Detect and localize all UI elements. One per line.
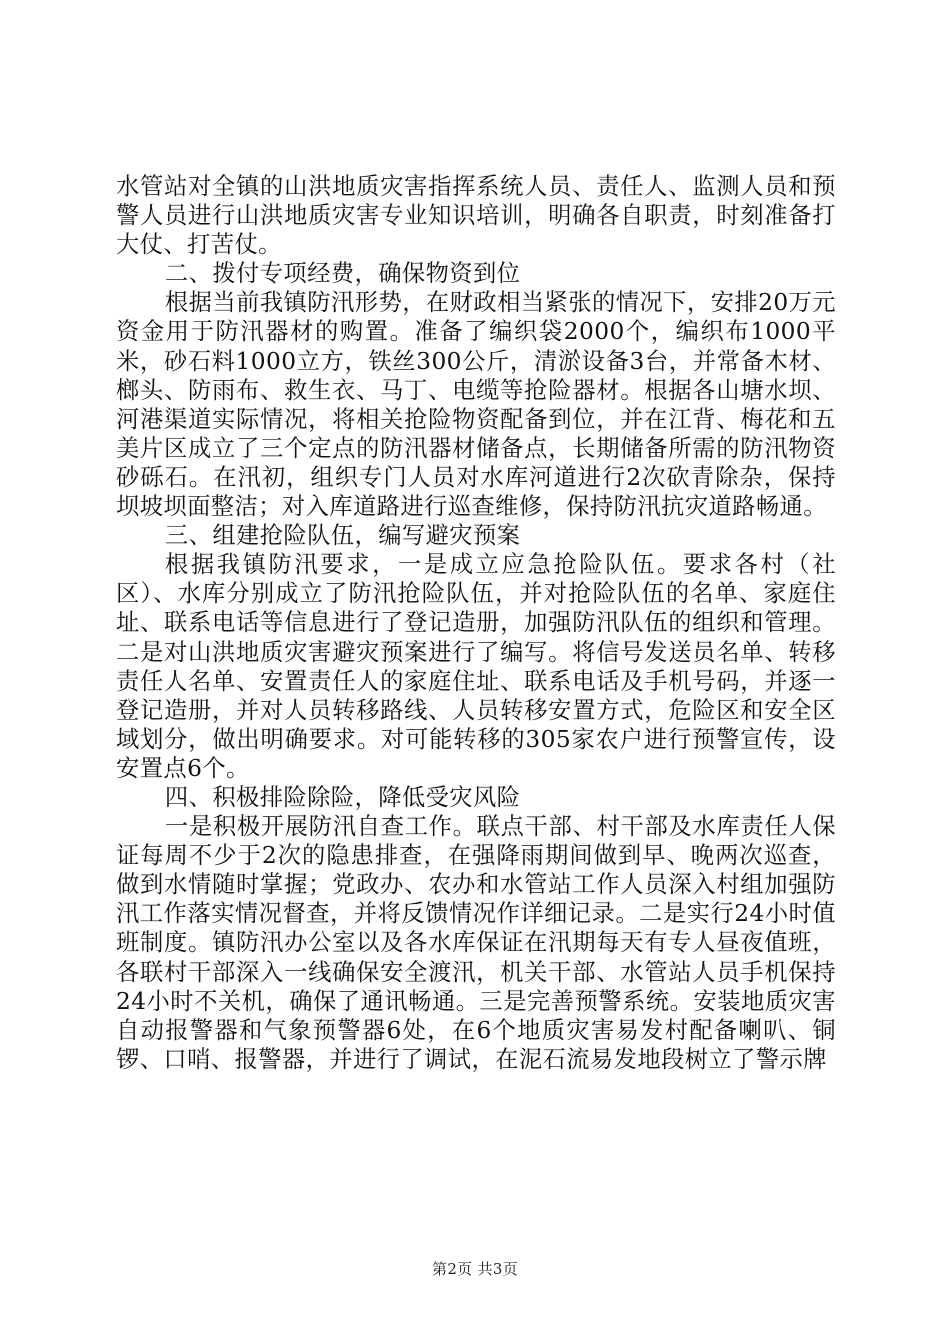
paragraph-risk-reduction: 一是积极开展防汛自查工作。联点干部、村干部及水库责任人保证每周不少于2次的隐患排查，在强降雨期间做到早、晚两次巡查，做到水情随时掌握；党政办、农办和水管站工作人员深入村组加强防汛工作落实情况督查，并将反馈情况作详细记录。二是实行24小时值班制度。镇防汛办公室以及各水库保证在汛期每天有专人昼夜值班，各联村干部深入一线确保安全渡汛，机关干部、水管站人员手机保持24小时不关机，确保了通讯畅通。三是完善预警系统。安装地质灾害自动报警器和气象预警器6处，在6个地质灾害易发村配备喇叭、铜锣、口哨、报警器，并进行了调试，在泥石流易发地段树立了警示牌 [116, 813, 836, 1073]
section-heading-3: 三、组建抢险队伍，编写避灾预案 [164, 522, 521, 550]
paragraph-funding: 根据当前我镇防汛形势，在财政相当紧张的情况下，安排20万元资金用于防汛器材的购置。准备了编织袋2000个，编织布1000平米，砂石料1000立方，铁丝300公斤，清淤设备3台，并常备木材、榔头、防雨布、救生衣、马丁、电缆等抢险器材。根据各山塘水坝、河港渠道实际情况，将相关抢险物资配备到位，并在江背、梅花和五美片区成立了三个定点的防汛器材储备点，长期储备所需的防汛物资砂砾石。在汛初，组织专门人员对水库河道进行2次砍青除杂，保持坝坡坝面整洁；对入库道路进行巡查维修，保持防汛抗灾道路畅通。 [116, 289, 836, 521]
paragraph-continuation: 水管站对全镇的山洪地质灾害指挥系统人员、责任人、监测人员和预警人员进行山洪地质灾害专业知识培训，明确各自职责，时刻准备打大仗、打苦仗。 [116, 173, 836, 259]
section-heading-2: 二、拨付专项经费，确保物资到位 [164, 260, 521, 288]
document-body [116, 172, 836, 1074]
paragraph-rescue-team: 根据我镇防汛要求，一是成立应急抢险队伍。要求各村（社区）、水库分别成立了防汛抢险队伍，并对抢险队伍的名单、家庭住址、联系电话等信息进行了登记造册，加强防汛队伍的组织和管理。二是对山洪地质灾害避灾预案进行了编写。将信号发送员名单、转移责任人名单、安置责任人的家庭住址、联系电话及手机号码，并逐一登记造册，并对人员转移路线、人员转移安置方式，危险区和安全区域划分，做出明确要求。对可能转移的305家农户进行预警宣传，设安置点6个。 [116, 551, 836, 782]
section-heading-4: 四、积极排险除险，降低受灾风险 [164, 783, 521, 811]
page-footer: 第2页 共3页 [432, 1260, 518, 1278]
